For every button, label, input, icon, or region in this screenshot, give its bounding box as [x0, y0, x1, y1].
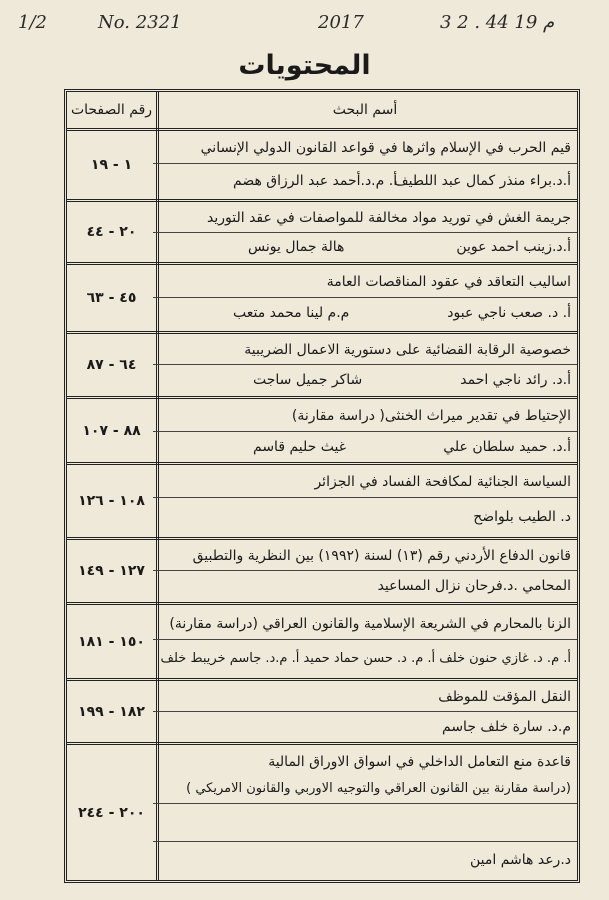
page-range: ١٢٧ - ١٤٩	[78, 563, 145, 579]
research-title: النقل المؤقت للموظف	[153, 683, 577, 712]
author-secondary: م.م لينا محمد متعب	[233, 305, 350, 321]
page-range: ٨٨ - ١٠٧	[82, 422, 141, 439]
table-header	[67, 92, 577, 131]
page-title: المحتويات	[238, 50, 371, 81]
table-row	[67, 605, 577, 681]
handwritten-issue-number: No. 2321	[98, 12, 182, 33]
handwritten-page-number: 1/2	[18, 12, 47, 33]
research-title: الزنا بالمحارم في الشريعة الإسلامية والقانون العراقي (دراسة مقارنة)	[153, 609, 577, 640]
page-range: ١٥٠ - ١٨١	[78, 633, 145, 650]
header-research-title: أسم البحث	[332, 102, 398, 118]
table-row	[67, 540, 577, 605]
page-range: ١٠٨ - ١٢٦	[78, 493, 145, 509]
table-row	[67, 681, 577, 745]
research-title: الإحتياط في تقدير ميراث الخنثى( دراسة مقارنة)	[153, 401, 577, 432]
header-page-numbers: رقم الصفحات	[70, 102, 153, 118]
author-primary: م.د. سارة خلف جاسم	[442, 719, 571, 735]
author-primary: المحامي .د.فرحان نزال المساعيد	[377, 578, 571, 594]
table-row	[67, 131, 577, 202]
research-title: اساليب التعاقد في عقود المناقصات العامة	[153, 267, 577, 298]
author-secondary: غيث حليم قاسم	[253, 439, 347, 455]
author-secondary: هالة جمال يونس	[248, 239, 345, 255]
research-title: السياسة الجنائية لمكافحة الفساد في الجزائر	[153, 467, 577, 498]
author-primary: أ.د. حميد سلطان علي	[443, 439, 571, 455]
page-range: ٢٠٠ - ٢٤٤	[78, 804, 145, 821]
handwritten-year: 2017	[318, 12, 364, 33]
research-title: قيم الحرب في الإسلام واثرها في قواعد القانون الدولي الإنساني	[153, 133, 577, 164]
author-primary: أ.د.براء منذر كمال عبد اللطيف	[394, 173, 571, 189]
table-row	[67, 465, 577, 540]
research-title: جريمة الغش في توريد مواد مخالفة للمواصفات في عقد التوريد	[153, 204, 577, 233]
table-row	[67, 334, 577, 399]
research-title: قاعدة منع التعامل الداخلي في اسواق الاوراق المالية	[268, 754, 571, 770]
table-row	[67, 202, 577, 265]
research-title: خصوصية الرقابة القضائية على دستورية الاعمال الضريبية	[153, 336, 577, 365]
author-secondary: شاكر جميل ساجت	[253, 372, 363, 388]
table-row	[67, 399, 577, 465]
research-title: قانون الدفاع الأردني رقم (١٣) لسنة (١٩٩٢) بين النظرية والتطبيق	[153, 542, 577, 571]
contents-table	[64, 89, 580, 883]
blank-line	[153, 815, 577, 842]
table-row	[67, 745, 577, 880]
author-primary: د. الطيب بلواضح	[473, 509, 571, 525]
table-row	[67, 265, 577, 334]
author-primary: أ. م. د. غازي حنون خلف أ. م. د. حسن حماد حميد أ. م.د. جاسم خريبط خلف	[160, 651, 571, 666]
page-range: ٦٤ - ٨٧	[86, 357, 137, 373]
author-primary: د.رعد هاشم امين	[469, 852, 571, 868]
page-range: ٤٥ - ٦٣	[86, 290, 137, 306]
author-secondary: أ. م.د.أحمد عبد الرزاق هضم	[233, 173, 398, 189]
page-range: ١ - ١٩	[90, 157, 133, 173]
author-primary: أ. د. صعب ناجي عبود	[447, 305, 571, 321]
research-subtitle: (دراسة مقارنة بين القانون العراقي والتوجيه الاوربي والقانون الامريكي )	[153, 775, 577, 804]
author-primary: أ.د. رائد ناجي احمد	[460, 372, 571, 388]
page-range: ٢٠ - ٤٤	[86, 224, 137, 240]
page-range: ١٨٢ - ١٩٩	[78, 703, 145, 720]
handwritten-reference: 3 2 . 44 19 م	[440, 12, 555, 33]
author-primary: أ.د.زينب احمد عوين	[456, 239, 571, 255]
